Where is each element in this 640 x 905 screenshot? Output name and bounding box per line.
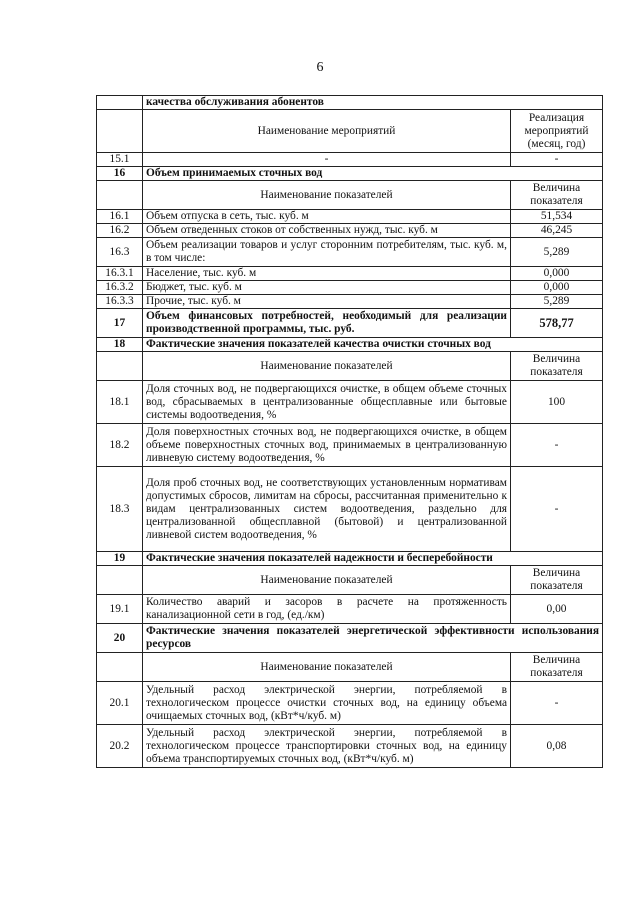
- row-description: Доля сточных вод, не подвергающихся очистке, в общем объеме сточных вод, сбрасываемых в централизованные общесплавные или бытовые системы водоотведения, %: [143, 381, 511, 424]
- row-number: 16: [97, 167, 143, 181]
- section-row: [97, 309, 603, 338]
- row-description: Бюджет, тыс. куб. м: [143, 281, 511, 295]
- row-description: -: [143, 153, 511, 167]
- row-number: 16.2: [97, 224, 143, 238]
- table-row: [97, 595, 603, 624]
- row-value: -: [511, 153, 603, 167]
- table-header-row: [97, 653, 603, 682]
- section-row: [97, 624, 603, 653]
- table-row: [97, 96, 603, 110]
- row-number: 16.3.2: [97, 281, 143, 295]
- row-number: 18.1: [97, 381, 143, 424]
- row-description: Удельный расход электрической энергии, потребляемой в технологическом процессе транспортировки сточных вод, на единицу объема транспортируемых сточных вод, (кВт*ч/куб. м): [143, 725, 511, 768]
- table-header-row: [97, 566, 603, 595]
- row-value: 0,00: [511, 595, 603, 624]
- row-number: 20.1: [97, 682, 143, 725]
- table-header-row: [97, 181, 603, 210]
- table-row: [97, 725, 603, 768]
- row-description: Прочие, тыс. куб. м: [143, 295, 511, 309]
- row-description: Удельный расход электрической энергии, потребляемой в технологическом процессе очистки сточных вод, на единицу объема очищаемых сточных вод, (кВт*ч/куб. м): [143, 682, 511, 725]
- row-value: -: [511, 467, 603, 552]
- section-title: Объем принимаемых сточных вод: [143, 167, 603, 181]
- section-title: Фактические значения показателей надежности и бесперебойности: [143, 552, 603, 566]
- row-value: -: [511, 682, 603, 725]
- row-value: 100: [511, 381, 603, 424]
- table-row: [97, 424, 603, 467]
- table-row: [97, 210, 603, 224]
- section-title: Фактические значения показателей энергетической эффективности использования ресурсов: [143, 624, 603, 653]
- column-header-value: Величина показателя: [511, 181, 603, 210]
- row-value: 46,245: [511, 224, 603, 238]
- table-row: [97, 153, 603, 167]
- row-number: [97, 181, 143, 210]
- row-number: 18.2: [97, 424, 143, 467]
- section-title: Фактические значения показателей качества очистки сточных вод: [143, 338, 603, 352]
- row-description: Объем финансовых потребностей, необходимый для реализации производственной программы, тыс. руб.: [143, 309, 511, 338]
- row-description: Объем отведенных стоков от собственных нужд, тыс. куб. м: [143, 224, 511, 238]
- row-description: Доля поверхностных сточных вод, не подвергающихся очистке, в общем объеме поверхностных сточных вод, принимаемых в централизованную ливневую систему водоотведения, %: [143, 424, 511, 467]
- row-number: 19: [97, 552, 143, 566]
- row-number: [97, 96, 143, 110]
- row-number: 16.1: [97, 210, 143, 224]
- column-header-name: Наименование показателей: [143, 653, 511, 682]
- row-value: 578,77: [511, 309, 603, 338]
- row-value: 5,289: [511, 238, 603, 267]
- table-row: [97, 267, 603, 281]
- indicators-table: [96, 95, 603, 768]
- table-row: [97, 381, 603, 424]
- row-number: 16.3.3: [97, 295, 143, 309]
- row-description: Количество аварий и засоров в расчете на протяженность канализационной сети в год, (ед./км): [143, 595, 511, 624]
- row-number: 16.3: [97, 238, 143, 267]
- row-value: 0,08: [511, 725, 603, 768]
- column-header-name: Наименование показателей: [143, 352, 511, 381]
- row-number: 19.1: [97, 595, 143, 624]
- section-row: [97, 338, 603, 352]
- column-header-value: Величина показателя: [511, 653, 603, 682]
- row-number: 18.3: [97, 467, 143, 552]
- column-header-value: Величина показателя: [511, 352, 603, 381]
- column-header-name: Наименование показателей: [143, 181, 511, 210]
- row-value: 0,000: [511, 281, 603, 295]
- row-value: 5,289: [511, 295, 603, 309]
- table-row: [97, 281, 603, 295]
- table-row: [97, 238, 603, 267]
- section-row: [97, 167, 603, 181]
- row-number: [97, 653, 143, 682]
- table-header-row: [97, 352, 603, 381]
- row-value: 0,000: [511, 267, 603, 281]
- table-row: [97, 467, 603, 552]
- row-description: Население, тыс. куб. м: [143, 267, 511, 281]
- page-number: 6: [316, 60, 324, 75]
- table-header-row: [97, 110, 603, 153]
- row-number: [97, 566, 143, 595]
- column-header-value: Величина показателя: [511, 566, 603, 595]
- column-header-name: Наименование показателей: [143, 566, 511, 595]
- row-description: Доля проб сточных вод, не соответствующих установленным нормативам допустимых сбросов, лимитам на сбросы, рассчитанная применительно к видам централизованных систем водоотведения, раздельно для централизованной общесплавной (бытовой) и централизованной ливневой систем водоотведения, %: [143, 467, 511, 552]
- row-number: 18: [97, 338, 143, 352]
- table-row: [97, 295, 603, 309]
- row-value: -: [511, 424, 603, 467]
- row-value: 51,534: [511, 210, 603, 224]
- row-number: 15.1: [97, 153, 143, 167]
- row-description: Объем отпуска в сеть, тыс. куб. м: [143, 210, 511, 224]
- row-number: 20: [97, 624, 143, 653]
- section-title: качества обслуживания абонентов: [143, 96, 603, 110]
- table-row: [97, 224, 603, 238]
- row-description: Объем реализации товаров и услуг сторонним потребителям, тыс. куб. м, в том числе:: [143, 238, 511, 267]
- table-row: [97, 682, 603, 725]
- row-number: 20.2: [97, 725, 143, 768]
- section-row: [97, 552, 603, 566]
- row-number: [97, 110, 143, 153]
- column-header-name: Наименование мероприятий: [143, 110, 511, 153]
- row-number: 16.3.1: [97, 267, 143, 281]
- row-number: 17: [97, 309, 143, 338]
- column-header-value: Реализация мероприятий (месяц, год): [511, 110, 603, 153]
- row-number: [97, 352, 143, 381]
